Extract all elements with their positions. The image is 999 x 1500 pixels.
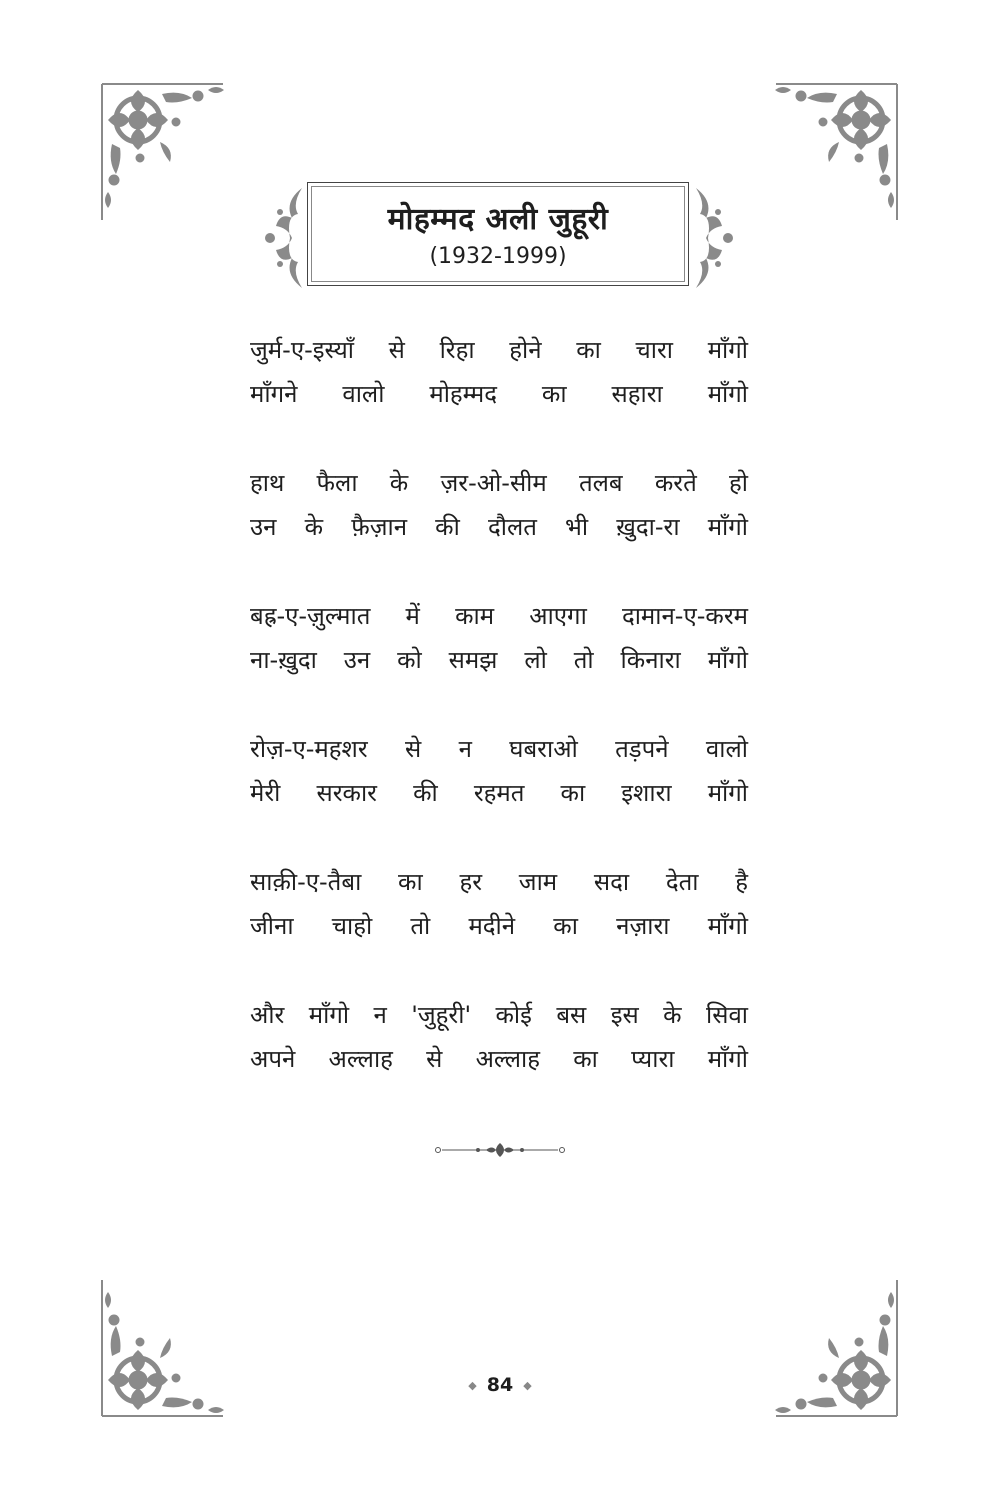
title-box	[307, 182, 689, 286]
page-number-row	[440, 1374, 560, 1396]
couplet	[250, 727, 748, 815]
poem-line: रोज़-ए-महशर से न घबराओ तड़पने वालो	[250, 735, 748, 763]
poem-line: ना-ख़ुदा उन को समझ लो तो किनारा माँगो	[250, 646, 748, 674]
poem-line: उन के फ़ैज़ान की दौलत भी ख़ुदा-रा माँगो	[250, 513, 748, 541]
poem-line: अपने अल्लाह से अल्लाह का प्यारा माँगो	[250, 1045, 748, 1073]
corner-ornament-icon	[774, 82, 899, 222]
poet-years: (1932-1999)	[429, 244, 567, 269]
page-number: 84	[486, 1374, 514, 1396]
title-flourish-icon	[262, 182, 306, 294]
poem-line: साक़ी-ए-तैबा का हर जाम सदा देता है	[250, 868, 748, 896]
couplet	[250, 860, 748, 948]
divider-ornament-icon	[430, 1140, 570, 1160]
title-flourish-icon	[692, 182, 736, 294]
poem-line: मेरी सरकार की रहमत का इशारा माँगो	[250, 779, 748, 807]
diamond-icon: ◆	[523, 1379, 532, 1392]
poet-name: मोहम्मद अली जुहूरी	[387, 202, 609, 237]
corner-ornament-icon	[100, 82, 225, 222]
poem-line: और माँगो न 'जुहूरी' कोई बस इस के सिवा	[250, 1001, 748, 1029]
poem-line: जीना चाहो तो मदीने का नज़ारा माँगो	[250, 912, 748, 940]
couplet	[250, 461, 748, 549]
poem	[250, 328, 748, 1126]
couplet	[250, 993, 748, 1081]
diamond-icon: ◆	[468, 1379, 477, 1392]
couplet	[250, 328, 748, 416]
corner-ornament-icon	[100, 1278, 225, 1418]
poem-line: माँगने वालो मोहम्मद का सहारा माँगो	[250, 380, 748, 408]
poem-line: बह्र-ए-ज़ुल्मात में काम आएगा दामान-ए-करम	[250, 602, 748, 630]
corner-ornament-icon	[774, 1278, 899, 1418]
poem-line: जुर्म-ए-इस्याँ से रिहा होने का चारा माँगो	[250, 336, 748, 364]
poem-line: हाथ फैला के ज़र-ओ-सीम तलब करते हो	[250, 469, 748, 497]
couplet	[250, 594, 748, 682]
